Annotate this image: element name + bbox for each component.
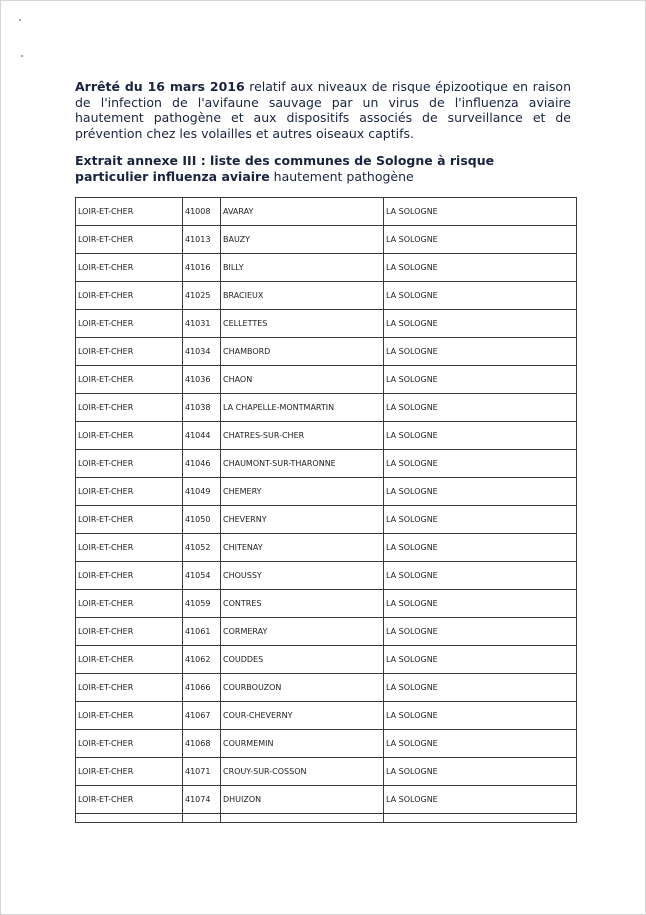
table-empty-row <box>76 814 577 823</box>
department-cell: LOIR-ET-CHER <box>76 366 183 394</box>
commune-name-cell: BILLY <box>221 254 384 282</box>
region-cell: LA SOLOGNE <box>384 702 577 730</box>
decree-heading <box>75 79 571 141</box>
commune-name-cell: BRACIEUX <box>221 282 384 310</box>
region-cell: LA SOLOGNE <box>384 422 577 450</box>
region-cell: LA SOLOGNE <box>384 282 577 310</box>
insee-code-cell: 41066 <box>183 674 221 702</box>
table-row <box>76 674 577 702</box>
table-row <box>76 226 577 254</box>
insee-code-cell: 41054 <box>183 562 221 590</box>
table-row <box>76 422 577 450</box>
commune-name-cell: CHITENAY <box>221 534 384 562</box>
department-cell: LOIR-ET-CHER <box>76 478 183 506</box>
region-cell: LA SOLOGNE <box>384 366 577 394</box>
table-row <box>76 618 577 646</box>
table-row <box>76 562 577 590</box>
region-cell: LA SOLOGNE <box>384 674 577 702</box>
insee-code-cell: 41052 <box>183 534 221 562</box>
department-cell: LOIR-ET-CHER <box>76 310 183 338</box>
region-cell: LA SOLOGNE <box>384 198 577 226</box>
table-row <box>76 730 577 758</box>
table-row <box>76 338 577 366</box>
table-row <box>76 450 577 478</box>
region-cell: LA SOLOGNE <box>384 730 577 758</box>
region-cell: LA SOLOGNE <box>384 394 577 422</box>
department-cell: LOIR-ET-CHER <box>76 758 183 786</box>
insee-code-cell: 41016 <box>183 254 221 282</box>
department-cell: LOIR-ET-CHER <box>76 422 183 450</box>
insee-code-cell: 41067 <box>183 702 221 730</box>
commune-name-cell: CHAUMONT-SUR-THARONNE <box>221 450 384 478</box>
region-cell: LA SOLOGNE <box>384 590 577 618</box>
department-cell: LOIR-ET-CHER <box>76 534 183 562</box>
region-cell: LA SOLOGNE <box>384 450 577 478</box>
insee-code-cell: 41038 <box>183 394 221 422</box>
commune-name-cell: CROUY-SUR-COSSON <box>221 758 384 786</box>
insee-code-cell: 41036 <box>183 366 221 394</box>
scan-speck <box>19 19 21 21</box>
commune-name-cell: CHOUSSY <box>221 562 384 590</box>
department-cell: LOIR-ET-CHER <box>76 338 183 366</box>
table-row <box>76 366 577 394</box>
insee-code-cell: 41013 <box>183 226 221 254</box>
region-cell: LA SOLOGNE <box>384 254 577 282</box>
region-cell: LA SOLOGNE <box>384 506 577 534</box>
insee-code-cell: 41034 <box>183 338 221 366</box>
commune-name-cell: CHAMBORD <box>221 338 384 366</box>
commune-name-cell: BAUZY <box>221 226 384 254</box>
table-row <box>76 254 577 282</box>
commune-name-cell: DHUIZON <box>221 786 384 814</box>
insee-code-cell: 41050 <box>183 506 221 534</box>
department-cell: LOIR-ET-CHER <box>76 730 183 758</box>
department-cell: LOIR-ET-CHER <box>76 786 183 814</box>
annex-heading <box>75 153 571 184</box>
table-row <box>76 758 577 786</box>
department-cell: LOIR-ET-CHER <box>76 590 183 618</box>
commune-name-cell: CORMERAY <box>221 618 384 646</box>
insee-code-cell: 41044 <box>183 422 221 450</box>
table-row <box>76 394 577 422</box>
table-row <box>76 534 577 562</box>
commune-name-cell: COUR-CHEVERNY <box>221 702 384 730</box>
region-cell: LA SOLOGNE <box>384 534 577 562</box>
commune-name-cell: AVARAY <box>221 198 384 226</box>
commune-name-cell: CONTRES <box>221 590 384 618</box>
region-cell: LA SOLOGNE <box>384 310 577 338</box>
empty-cell <box>384 814 577 823</box>
empty-cell <box>183 814 221 823</box>
insee-code-cell: 41031 <box>183 310 221 338</box>
insee-code-cell: 41008 <box>183 198 221 226</box>
communes-table <box>75 197 577 823</box>
table-row <box>76 646 577 674</box>
commune-name-cell: COUDDES <box>221 646 384 674</box>
department-cell: LOIR-ET-CHER <box>76 254 183 282</box>
table-row <box>76 310 577 338</box>
department-cell: LOIR-ET-CHER <box>76 618 183 646</box>
table-row <box>76 478 577 506</box>
decree-title-rest: relatif aux niveaux de risque épizootique en raison de l'infection de l'avifaune sauvage par un virus de l'influenza aviaire hautement pathogène et aux dispositifs associés de surveillance et de prévention chez les volailles et autres oiseaux captifs. <box>75 79 571 141</box>
region-cell: LA SOLOGNE <box>384 478 577 506</box>
table-row <box>76 702 577 730</box>
insee-code-cell: 41071 <box>183 758 221 786</box>
department-cell: LOIR-ET-CHER <box>76 646 183 674</box>
insee-code-cell: 41061 <box>183 618 221 646</box>
table-row <box>76 786 577 814</box>
commune-name-cell: CHAON <box>221 366 384 394</box>
region-cell: LA SOLOGNE <box>384 338 577 366</box>
department-cell: LOIR-ET-CHER <box>76 450 183 478</box>
decree-title-bold: Arrêté du 16 mars 2016 <box>75 79 245 94</box>
region-cell: LA SOLOGNE <box>384 646 577 674</box>
department-cell: LOIR-ET-CHER <box>76 562 183 590</box>
commune-name-cell: CELLETTES <box>221 310 384 338</box>
department-cell: LOIR-ET-CHER <box>76 394 183 422</box>
commune-name-cell: COURMEMIN <box>221 730 384 758</box>
insee-code-cell: 41068 <box>183 730 221 758</box>
commune-name-cell: COURBOUZON <box>221 674 384 702</box>
insee-code-cell: 41046 <box>183 450 221 478</box>
department-cell: LOIR-ET-CHER <box>76 198 183 226</box>
department-cell: LOIR-ET-CHER <box>76 702 183 730</box>
table-row <box>76 282 577 310</box>
table-row <box>76 590 577 618</box>
table-row <box>76 506 577 534</box>
region-cell: LA SOLOGNE <box>384 618 577 646</box>
commune-name-cell: CHEVERNY <box>221 506 384 534</box>
insee-code-cell: 41059 <box>183 590 221 618</box>
insee-code-cell: 41062 <box>183 646 221 674</box>
region-cell: LA SOLOGNE <box>384 758 577 786</box>
annex-title-rest: hautement pathogène <box>269 168 414 184</box>
region-cell: LA SOLOGNE <box>384 562 577 590</box>
department-cell: LOIR-ET-CHER <box>76 506 183 534</box>
table-row <box>76 198 577 226</box>
region-cell: LA SOLOGNE <box>384 786 577 814</box>
annex-title-bold: Extrait annexe III : liste des communes de Sologne à risque particulier influenza aviaire <box>75 153 495 184</box>
department-cell: LOIR-ET-CHER <box>76 674 183 702</box>
commune-name-cell: CHEMERY <box>221 478 384 506</box>
commune-name-cell: CHATRES-SUR-CHER <box>221 422 384 450</box>
department-cell: LOIR-ET-CHER <box>76 226 183 254</box>
insee-code-cell: 41049 <box>183 478 221 506</box>
empty-cell <box>221 814 384 823</box>
commune-name-cell: LA CHAPELLE-MONTMARTIN <box>221 394 384 422</box>
communes-table-body <box>76 198 577 823</box>
scan-speck <box>21 55 23 57</box>
insee-code-cell: 41074 <box>183 786 221 814</box>
insee-code-cell: 41025 <box>183 282 221 310</box>
region-cell: LA SOLOGNE <box>384 226 577 254</box>
empty-cell <box>76 814 183 823</box>
department-cell: LOIR-ET-CHER <box>76 282 183 310</box>
